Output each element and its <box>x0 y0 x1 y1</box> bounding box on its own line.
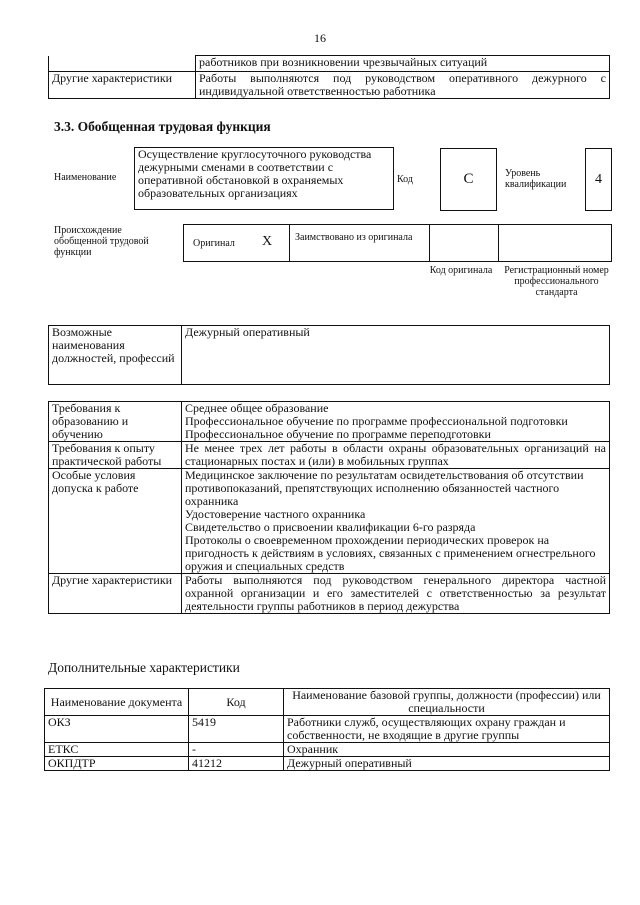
other-value: Работы выполняются под руководством генерального директора частной охранной организации и его заместителей с ответственностью за результат деятельности группы работников в период дежурства <box>182 574 610 614</box>
table-row <box>45 743 610 757</box>
additional-heading: Дополнительные характеристики <box>48 660 240 675</box>
function-name-value: Осуществление круглосуточного руководства дежурными сменами в соответствии с оперативной обстановкой в охраняемых образовательных организациях <box>134 147 394 210</box>
divider <box>498 225 499 261</box>
table-row <box>45 716 610 743</box>
origin-box <box>183 224 612 262</box>
original-label: Оригинал <box>193 238 235 249</box>
table-row <box>45 757 610 771</box>
special-line: Медицинское заключение по результатам освидетельствования об отсутствии противопоказаний, препятствующих исполнению обязанностей частного охранника <box>185 468 584 508</box>
code-value: C <box>440 148 497 211</box>
divider <box>289 225 290 261</box>
education-line: Среднее общее образование <box>185 401 329 415</box>
page-number: 16 <box>314 31 326 45</box>
other-value-top: Работы выполняются под руководством оперативного дежурного с индивидуальной ответственностью работника <box>196 72 610 99</box>
positions-label: Возможные наименования должностей, профессий <box>49 326 182 385</box>
header-doc: Наименование документа <box>45 689 189 716</box>
continuation-text: работников при возникновении чрезвычайных ситуаций <box>196 56 610 72</box>
doc-cell: ОКПДТР <box>45 757 189 771</box>
original-mark: X <box>262 234 273 249</box>
name-cell: Охранник <box>284 743 610 757</box>
education-line: Профессиональное обучение по программе переподготовки <box>185 427 491 441</box>
special-line: Свидетельство о присвоении квалификации 6-го разряда <box>185 520 476 534</box>
education-line: Профессиональное обучение по программе профессиональной подготовки <box>185 414 568 428</box>
divider <box>429 225 430 261</box>
code-cell: 41212 <box>189 757 284 771</box>
positions-table <box>48 325 610 385</box>
code-label: Код <box>397 174 413 185</box>
code-original-caption: Код оригинала <box>429 265 493 276</box>
code-cell: 5419 <box>189 716 284 743</box>
origin-label: Происхождение обобщенной трудовой функции <box>54 225 149 258</box>
name-label: Наименование <box>54 172 117 183</box>
doc-cell: ЕТКС <box>45 743 189 757</box>
special-line: Протоколы о своевременном прохождении периодических проверок на пригодность к действиям в условиях, связанных с применением огнестрельного оружия и специальных средств <box>185 533 596 573</box>
header-name: Наименование базовой группы, должности (профессии) или специальности <box>284 689 610 716</box>
name-cell: Работники служб, осуществляющих охрану граждан и собственности, не входящие в другие группы <box>284 716 610 743</box>
level-value: 4 <box>585 148 612 211</box>
code-cell: - <box>189 743 284 757</box>
additional-table <box>44 688 610 771</box>
top-table <box>48 55 610 99</box>
special-line: Удостоверение частного охранника <box>185 507 366 521</box>
doc-cell: ОКЗ <box>45 716 189 743</box>
other-label-top: Другие характеристики <box>49 72 196 99</box>
special-label: Особые условия допуска к работе <box>49 469 182 574</box>
section-heading: 3.3. Обобщенная трудовая функция <box>54 119 271 134</box>
education-label: Требования к образованию и обучению <box>49 402 182 442</box>
header-code: Код <box>189 689 284 716</box>
reg-number-caption: Регистрационный номер профессионального стандарта <box>504 265 609 298</box>
requirements-table <box>48 401 610 614</box>
level-label: Уровень квалификации <box>505 168 567 190</box>
name-cell: Дежурный оперативный <box>284 757 610 771</box>
experience-label: Требования к опыту практической работы <box>49 442 182 469</box>
borrowed-label: Заимствовано из оригинала <box>295 232 413 243</box>
other-label: Другие характеристики <box>49 574 182 614</box>
positions-value: Дежурный оперативный <box>182 326 610 385</box>
experience-value: Не менее трех лет работы в области охраны образовательных организаций на стационарных постах и (или) в мобильных группах <box>182 442 610 469</box>
